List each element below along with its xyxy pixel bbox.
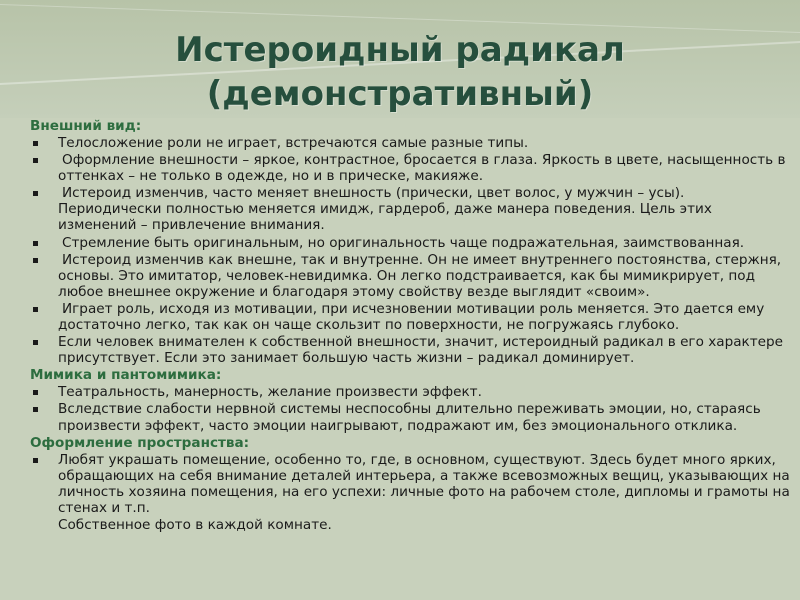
list-item: [30, 185, 790, 233]
item-text: Истероид изменчив как внешне, так и внутренне. Он не имеет внутреннего постоянства, стержня, основы. Это имитатор, человек-невидимка. Он легко подстраивается, как бы мимикрирует, под любое внешнее окружение и благодаря этому свойству везде выглядит «своим».: [58, 251, 782, 300]
list-item: [30, 334, 790, 366]
item-text: Если человек внимателен к собственной внешности, значит, истероидный радикал в его характере присутствует. Если это занимает большую часть жизни – радикал доминирует.: [58, 334, 784, 367]
slide-title: [0, 28, 800, 116]
title-line-1: Истероидный радикал: [175, 30, 625, 70]
list-item: [30, 301, 790, 333]
item-text: Играет роль, исходя из мотивации, при исчезновении мотивации роль меняется. Это дается ему достаточно легко, так как он чаще скользит по поверхности, не погружаясь глубоко.: [58, 300, 765, 334]
list-item: [30, 252, 790, 300]
list-item: [30, 384, 790, 400]
item-text: Оформление внешности – яркое, контрастное, бросается в глаза. Яркость в цвете, насыщенность в оттенках – не только в одежде, но и в прическе, макияже.: [58, 152, 786, 185]
item-text: Телосложение роли не играет, встречаются самые разные типы.: [58, 135, 529, 151]
list-item: [30, 401, 790, 433]
slide-content: [30, 118, 790, 533]
item-text: Стремление быть оригинальным, но оригинальность чаще подражательная, заимствованная.: [62, 234, 745, 251]
section-heading-mimicry: Мимика и пантомимика:: [30, 367, 222, 384]
item-text: Театральность, манерность, желание произвести эффект.: [58, 384, 482, 401]
item-text: Истероид изменчив, часто меняет внешность (прически, цвет волос, у мужчин – усы). Периодически полностью меняется имидж, гардероб, даже манера поведения. Цель этих изменений – привлечение внимания.: [58, 185, 712, 234]
section-heading-appearance: Внешний вид:: [30, 118, 142, 134]
item-text: Вследствие слабости нервной системы неспособны длительно переживать эмоции, но, стараясь произвести эффект, часто эмоции наигрывают, подражают им, без эмоционального отклика.: [58, 401, 761, 434]
footer-line: Собственное фото в каждой комнате.: [58, 516, 332, 533]
list-item: [30, 235, 790, 251]
title-line-2: (демонстративный): [206, 74, 594, 114]
list-item: [30, 152, 790, 184]
section-heading-space: Оформление пространства:: [30, 434, 250, 451]
list-item: [30, 135, 790, 151]
list-item: [30, 452, 790, 516]
item-text: Любят украшать помещение, особенно то, где, в основном, существуют. Здесь будет много ярких, обращающих на себя внимание деталей интерьера, а также всевозможных вещиц, указывающих на личность хозяина помещения, на его успехи: личные фото на рабочем столе, дипломы и грамоты на стенах и т.п.: [58, 451, 790, 516]
